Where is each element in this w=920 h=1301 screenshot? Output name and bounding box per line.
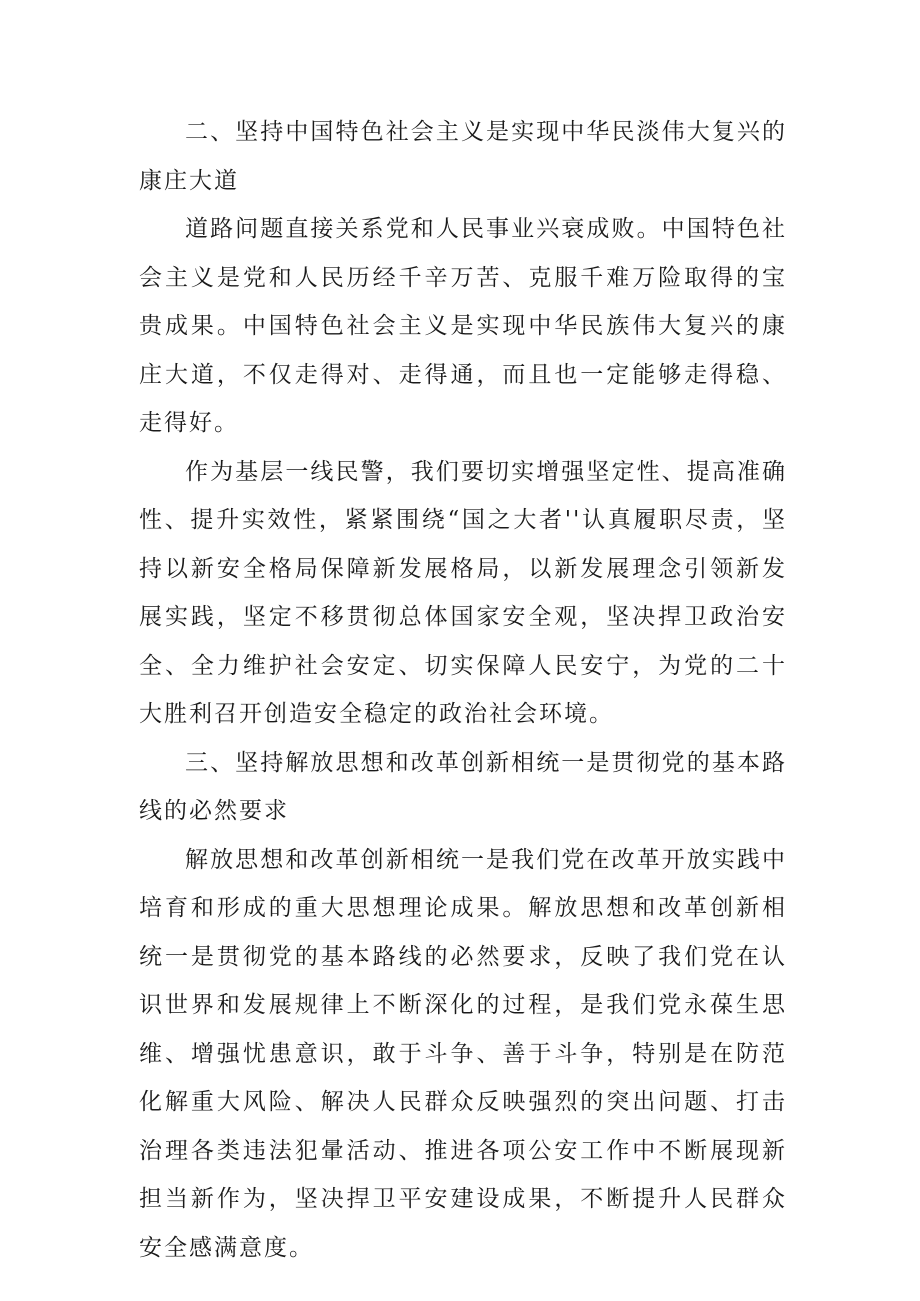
document-body <box>139 108 787 1272</box>
section-heading-two: 二、坚持中国特色社会主义是实现中华民淡伟大复兴的康庄大道 <box>139 119 787 194</box>
paragraph-road-question: 道路问题直接关系党和人民事业兴衰成败。中国特色社会主义是党和人民历经千辛万苦、克服千难万险取得的宝贵成果。中国特色社会主义是实现中华民族伟大复兴的康庄大道，不仅走得对、走得通，而且也一定能够走得稳、走得好。 <box>139 216 787 436</box>
section-heading-three: 三、坚持解放思想和改革创新相统一是贯彻党的基本路线的必然要求 <box>139 749 787 824</box>
paragraph-reform-innovation: 解放思想和改革创新相统一是我们党在改革开放实践中培育和形成的重大思想理论成果。解放思想和改革创新相统一是贯彻党的基本路线的必然要求，反映了我们党在认识世界和发展规律上不断深化的过程，是我们党永葆生思维、增强忧患意识，敢于斗争、善于斗争，特别是在防范化解重大风险、解决人民群众反映强烈的突出问题、打击治理各类违法犯暈活动、推进各项公安工作中不断展现新担当新作为，坚决捍卫平安建设成果，不断提升人民群众安全感满意度。 <box>139 846 787 1261</box>
paragraph-police-duty: 作为基层一线民警，我们要切实增强坚定性、提高准确性、提升实效性，紧紧围绕“国之大者''认真履职尽责，坚持以新安全格局保障新发展格局，以新发展理念引领新发展实践，坚定不移贯彻总体国家安全观，坚决捍卫政治安全、全力维护社会安定、切实保障人民安宁，为党的二十大胜利召开创造安全稳定的政治社会环境。 <box>139 458 787 727</box>
